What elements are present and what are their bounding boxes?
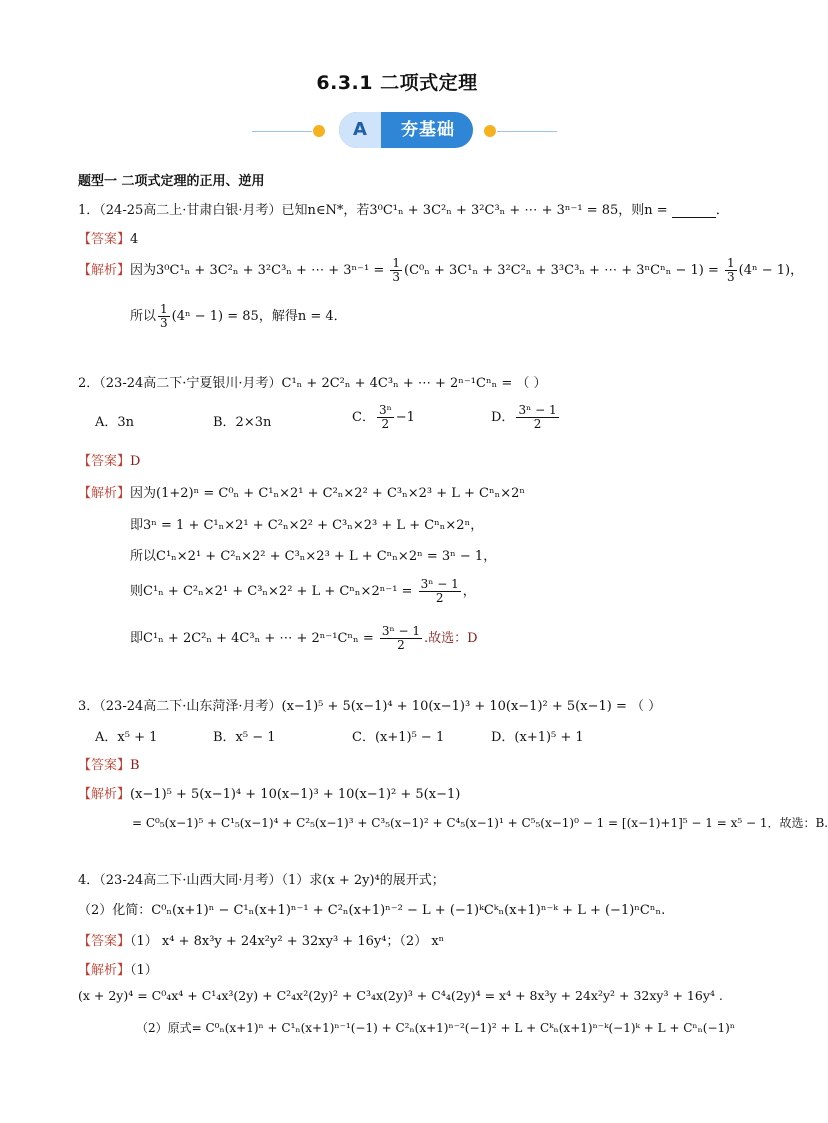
q1-answer [78,228,138,247]
q2-answer [78,450,140,469]
q2-option-c-tail: −1 [395,410,415,426]
q4-answer-value: （1） x⁴ + 8x³y + 24x²y² + 32xy³ + 16y⁴；（2） xⁿ [130,934,445,949]
q4-sol-head: （1） [130,963,158,978]
q1-tail: ． [715,203,729,218]
q2-option-c-frac [377,404,394,431]
q2-option-d[interactable] [491,404,561,431]
page-title: 6.3.1 二项式定理 [316,72,478,94]
q3-stem: 3．（23-24高二下·山东菏泽·月考）(x−1)⁵ + 5(x−1)⁴ + 10(x−1)³ + 10(x−1)² + 5(x−1) = （ ） [78,699,662,714]
q3-option-a[interactable]: A．x⁵ + 1 [95,730,158,745]
banner-line-left [252,131,312,132]
q1-sol2b: (4ⁿ − 1) = 85，解得n = 4． [171,309,347,325]
q2-option-c[interactable] [352,404,415,431]
q2-sol4-den: 2 [435,591,444,606]
q2-option-c-den: 2 [381,417,390,432]
banner-letter: A [339,112,381,148]
q2-sol4-tail: ， [462,584,476,600]
q3-answer-value: B [130,758,140,773]
banner-badge [339,112,473,148]
q2-solution-line4 [130,578,476,605]
section-heading: 题型一 二项式定理的正用、逆用 [78,174,265,189]
analysis-label: 【解析】 [78,963,131,978]
q1-sol1c: (4ⁿ − 1)， [738,263,804,279]
q2-option-b[interactable]: B．2×3n [213,415,272,430]
answer-label: 【答案】 [78,758,131,773]
q2-solution-line2: 即3ⁿ = 1 + C¹ₙ×2¹ + C²ₙ×2² + C³ₙ×2³ + L + Cⁿₙ×2ⁿ， [130,518,484,533]
q2-option-d-den: 2 [533,417,542,432]
q3-option-b[interactable]: B．x⁵ − 1 [213,730,276,745]
q2-sol5-tail: .故选：D [424,631,478,647]
banner-label: 夯基础 [401,120,455,140]
q3-solution-line1 [78,783,460,802]
q1-solution-line2 [130,303,347,330]
banner-line-right [497,131,557,132]
q2-sol5: 即C¹ₙ + 2C²ₙ + 4C³ₙ + ⋯ + 2ⁿ⁻¹Cⁿₙ = [130,631,378,647]
q3-option-d[interactable]: D．(x+1)⁵ + 1 [491,730,584,745]
analysis-label: 【解析】 [78,486,131,501]
answer-label: 【答案】 [78,232,131,247]
q2-option-d-frac [516,404,558,431]
banner-dot-right [484,125,496,137]
q2-stem: 2．（23-24高二下·宁夏银川·月考）C¹ₙ + 2C²ₙ + 4C³ₙ + ⋯ + 2ⁿ⁻¹Cⁿₙ = （ ） [78,376,547,391]
q2-sol5-den: 2 [397,638,405,653]
q3-answer [78,754,140,773]
q1-answer-value: 4 [130,232,139,247]
q2-sol4: 则C¹ₙ + C²ₙ×2¹ + C³ₙ×2² + L + Cⁿₙ×2ⁿ⁻¹ = [130,584,417,600]
analysis-label: 【解析】 [78,263,131,279]
q4-stem: 4．（23-24高二下·山西大同·月考）（1）求(x + 2y)⁴的展开式； [78,873,445,888]
q2-sol5-frac [380,625,422,652]
q4-solution-line2: （2）原式= C⁰ₙ(x+1)ⁿ + C¹ₙ(x+1)ⁿ⁻¹(−1) + C²ₙ(x+1)ⁿ⁻²(−1)² + L + Cᵏₙ(x+1)ⁿ⁻ᵏ(−1)ᵏ + L + Cⁿₙ(−1)ⁿ [136,1021,736,1035]
q2-answer-value: D [130,454,141,469]
q4-solution-line1: (x + 2y)⁴ = C⁰₄x⁴ + C¹₄x³(2y) + C²₄x²(2y)² + C³₄x(2y)³ + C⁴₄(2y)⁴ = x⁴ + 8x³y + 24x²y² + 32xy³ + 16y⁴ . [78,988,723,1003]
q2-option-d-label: D． [491,410,515,426]
q1-frac-third-2: $\frac{1}{3}$ [726,256,735,285]
q4-answer [78,930,444,949]
answer-label: 【答案】 [78,454,131,469]
q1-frac-third-3: $\frac{1}{3}$ [160,302,168,331]
q2-option-c-label: C． [352,410,375,426]
q2-solution-line5 [130,625,478,652]
q2-solution-line3: 所以C¹ₙ×2¹ + C²ₙ×2² + C³ₙ×2³ + L + Cⁿₙ×2ⁿ = 3ⁿ − 1， [130,549,497,564]
q2-sol4-num: 3ⁿ − 1 [420,577,459,591]
q3-sol1: (x−1)⁵ + 5(x−1)⁴ + 10(x−1)³ + 10(x−1)² + 5(x−1) [130,787,461,802]
q1-blank [672,205,716,218]
q4-stem2: （2）化简：C⁰ₙ(x+1)ⁿ − C¹ₙ(x+1)ⁿ⁻¹ + C²ₙ(x+1)ⁿ⁻² − L + (−1)ᵏCᵏₙ(x+1)ⁿ⁻ᵏ + L + (−1)ⁿCⁿₙ. [78,903,666,918]
q4-solution-head [78,959,158,978]
banner-dot-left [313,125,325,137]
analysis-label: 【解析】 [78,787,131,802]
q2-sol4-frac [419,578,461,605]
section-banner [0,112,794,150]
q1-sol2a: 所以 [130,309,157,325]
answer-label: 【答案】 [78,934,131,949]
q1-sol1b: (C⁰ₙ + 3C¹ₙ + 3²C²ₙ + 3³C³ₙ + ⋯ + 3ⁿCⁿₙ − 1) = [404,263,723,279]
q2-option-c-num: 3ⁿ [378,403,392,417]
q2-solution-line1 [78,482,525,501]
q3-option-c[interactable]: C．(x+1)⁵ − 1 [352,730,445,745]
q2-sol5-num: 3ⁿ − 1 [381,624,420,638]
q1-stem [78,199,729,218]
q3-solution-line2: = C⁰₅(x−1)⁵ + C¹₅(x−1)⁴ + C²₅(x−1)³ + C³₅(x−1)² + C⁴₅(x−1)¹ + C⁵₅(x−1)⁰ − 1 = [(x−1)+1]⁵ − 1 = x⁵ − 1．故选：B. [132,816,828,830]
q1-sol1: 因为3⁰C¹ₙ + 3C²ₙ + 3²C³ₙ + ⋯ + 3ⁿ⁻¹ = [130,263,389,279]
q1-solution-line1 [78,257,803,284]
q2-option-a[interactable]: A．3n [95,415,135,430]
q1-frac-third: $\frac{1}{3}$ [392,256,400,285]
q2-sol1: 因为(1+2)ⁿ = C⁰ₙ + C¹ₙ×2¹ + C²ₙ×2² + C³ₙ×2³ + L + Cⁿₙ×2ⁿ [130,486,526,501]
q2-option-d-num: 3ⁿ − 1 [518,403,557,417]
q1-stem-text: 1．（24-25高二上·甘肃白银·月考）已知n∈N*，若3⁰C¹ₙ + 3C²ₙ + 3²C³ₙ + ⋯ + 3ⁿ⁻¹ = 85，则n = [78,203,668,218]
